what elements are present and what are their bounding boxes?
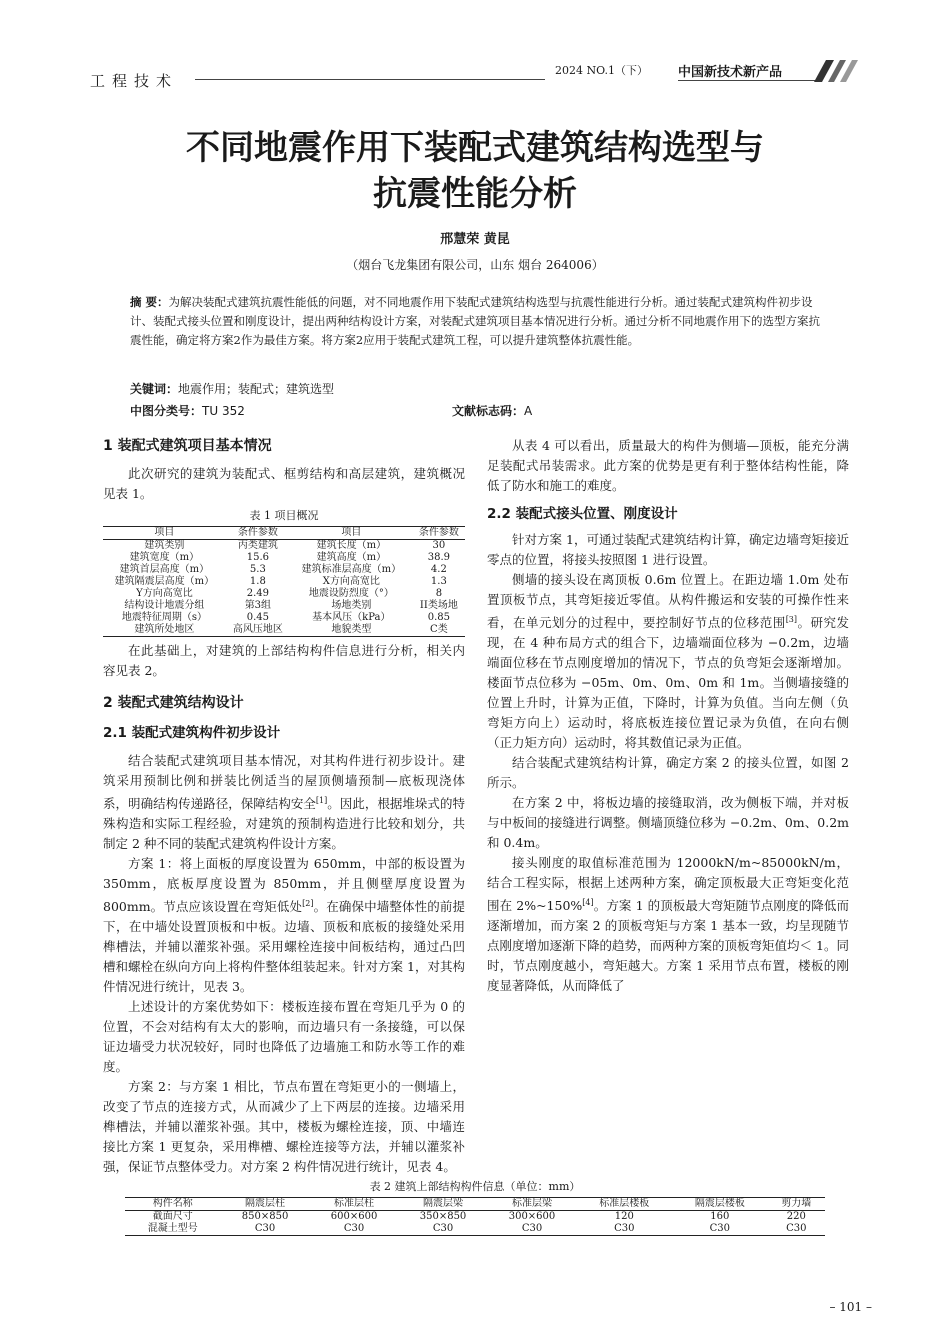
table-cell: 30 bbox=[432, 540, 446, 551]
table-cell: 建筑宽度（m） bbox=[129, 552, 200, 563]
classification-row bbox=[130, 402, 820, 419]
table-cell: C类 bbox=[430, 624, 448, 635]
table-row bbox=[103, 540, 465, 553]
page-number: – 101 – bbox=[829, 1300, 872, 1314]
journal-logo-icon bbox=[812, 58, 860, 84]
table-cell: 8 bbox=[435, 588, 443, 599]
table-2-header: 隔震层楼板 bbox=[694, 1198, 745, 1209]
table-1 bbox=[103, 526, 465, 637]
keywords-label: 关键词： bbox=[130, 382, 179, 396]
right-column bbox=[487, 436, 849, 996]
table-cell: 基本风压（kPa） bbox=[312, 612, 391, 623]
table-2-header: 标准层柱 bbox=[334, 1198, 375, 1209]
section-1-para-1: 此次研究的建筑为装配式、框剪结构和高层建筑，建筑概况见表 1。 bbox=[103, 466, 465, 501]
clc-value: TU 352 bbox=[202, 404, 245, 418]
paper-title bbox=[0, 125, 950, 217]
header-rule bbox=[195, 79, 545, 80]
table-row bbox=[103, 576, 465, 588]
table-cell: 第3组 bbox=[244, 600, 272, 611]
table-cell: II类场地 bbox=[419, 600, 458, 611]
table-cell: 截面尺寸 bbox=[152, 1211, 193, 1222]
table-cell: 地貌类型 bbox=[331, 624, 372, 635]
table-cell: C30 bbox=[709, 1223, 731, 1234]
table-cell: 2.49 bbox=[246, 588, 269, 599]
table-cell: 混凝土型号 bbox=[147, 1223, 198, 1234]
authors: 邢慧荣 黄昆 bbox=[440, 232, 510, 247]
table-cell: 850×850 bbox=[241, 1211, 289, 1222]
section-2-2-para-1: 针对方案 1，可通过装配式建筑结构计算，确定边墙弯矩接近零点的位置，将接头按照图 1 进行设置。 bbox=[487, 532, 849, 567]
table-cell: 结构设计地震分组 bbox=[124, 600, 205, 611]
para-text: 侧墙的接头设在离顶板 0.6m 位置上。在距边墙 1.0m 处布置顶板节点，其弯矩接近零值。从构件搬运和安装的可操作性来看，在单元划分的过程中，要控制好节点的位移范围 bbox=[487, 572, 849, 631]
table-cell: 120 bbox=[614, 1211, 634, 1222]
table-2-header: 隔震层柱 bbox=[245, 1198, 286, 1209]
table-cell: C30 bbox=[521, 1223, 543, 1234]
table-cell: 15.6 bbox=[246, 552, 269, 563]
table-1-header: 条件参数 bbox=[237, 527, 278, 538]
para-text: 结合装配式建筑项目基本情况，对其构件进行初步设计。建筑采用预制比例和拼装比例适当的屋顶侧墙预制—底板现浇体系，明确结构传递路径，保障结构安全 bbox=[103, 753, 465, 812]
table-2-header-row bbox=[125, 1198, 825, 1211]
table-cell: 建筑标准层高度（m） bbox=[301, 564, 402, 575]
table-cell: 地震设防烈度（°） bbox=[308, 588, 394, 599]
table-2-header: 标准层梁 bbox=[512, 1198, 552, 1209]
citation: [2] bbox=[302, 899, 314, 909]
table-2 bbox=[125, 1197, 825, 1236]
affiliation: （烟台飞龙集团有限公司，山东 烟台 264006） bbox=[346, 258, 604, 272]
abstract-text: 为解决装配式建筑抗震性能低的问题，对不同地震作用下装配式建筑结构选型与抗震性能进行分析。通过装配式建筑构件初步设计、装配式接头位置和刚度设计，提出两种结构设计方案，对装配式建筑项目基本情况进行分析。通过分析不同地震作用下的选型方案抗震性能，确定将方案2作为最佳方案。将方案2应用于装配式建筑工程，可以提升建筑整体抗震性能。 bbox=[130, 295, 820, 347]
section-1-para-2: 在此基础上，对建筑的上部结构构件信息进行分析，相关内容见表 2。 bbox=[103, 643, 465, 678]
table-2-caption: 表 2 建筑上部结构构件信息（单位：mm） bbox=[369, 1180, 581, 1193]
table-cell: X方向高宽比 bbox=[322, 576, 380, 587]
table-cell: 0.85 bbox=[427, 612, 450, 623]
table-row bbox=[125, 1211, 825, 1224]
section-2-1-para-1 bbox=[103, 751, 465, 854]
section-2-1-heading: 2.1 装配式建筑构件初步设计 bbox=[103, 725, 281, 741]
table-cell: 建筑所处地区 bbox=[134, 624, 195, 635]
table-cell: 5.3 bbox=[249, 564, 266, 575]
clc-label: 中图分类号： bbox=[130, 404, 203, 418]
table-cell: 高风压地区 bbox=[232, 624, 283, 635]
doc-code-value: A bbox=[524, 404, 533, 418]
table-cell: 350×850 bbox=[419, 1211, 467, 1222]
table-cell: 建筑长度（m） bbox=[316, 540, 387, 551]
section-2-heading: 2 装配式建筑结构设计 bbox=[103, 695, 244, 711]
para-text: 接头刚度的取值标准范围为 12000kN/m~85000kN/m，结合工程实际，根据上述两种方案，确定顶板最大正弯矩变化范围在 2%~150% bbox=[487, 855, 849, 914]
table-cell: 1.3 bbox=[430, 576, 447, 587]
table-2-block bbox=[125, 1178, 825, 1236]
section-2-2-para-5 bbox=[487, 853, 849, 996]
title-line-2: 抗震性能分析 bbox=[373, 174, 577, 214]
table-cell: C30 bbox=[343, 1223, 365, 1234]
table-row bbox=[103, 588, 465, 600]
citation: [1] bbox=[315, 796, 328, 805]
section-2-2-heading: 2.2 装配式接头位置、刚度设计 bbox=[487, 506, 678, 522]
table-1-header-row bbox=[103, 527, 465, 540]
table-row bbox=[103, 612, 465, 624]
table-1-header: 条件参数 bbox=[418, 527, 459, 538]
citation: [4] bbox=[582, 898, 594, 908]
citation: [3] bbox=[785, 615, 798, 624]
table-cell: 丙类建筑 bbox=[237, 540, 278, 551]
abstract bbox=[130, 293, 820, 350]
keywords-text: 地震作用；装配式；建筑选型 bbox=[178, 382, 335, 396]
table-cell: 建筑隔震层高度（m） bbox=[114, 576, 215, 587]
section-1-heading: 1 装配式建筑项目基本情况 bbox=[103, 438, 272, 454]
table-2-header: 剪力墙 bbox=[781, 1198, 812, 1209]
table-cell: 1.8 bbox=[249, 576, 266, 587]
para-text: 。研究发现，在 4 种布局方式的组合下，边墙端面位移为 −0.2m，边墙端面位移在节点刚度增加的情况下，节点的负弯矩会逐渐增加。楼面节点位移为 −05m、0m、0m、0m 和 1m。当侧墙接缝的位置上升时，计算为正值，下降时，计算为负值。当向左侧（负弯矩方向上）运动时，将底板连接位置记录为负值，在向右侧（正力矩方向）运动时，将其数值记录为正值。 bbox=[487, 615, 849, 751]
section-2-1-para-3: 上述设计的方案优势如下：楼板连接布置在弯矩几乎为 0 的位置，不会对结构有太大的影响，而边墙只有一条接缝，可以保证边墙受力状况较好，同时也降低了边墙施工和防水等工作的难度。 bbox=[103, 999, 465, 1075]
table-cell: 220 bbox=[786, 1211, 806, 1222]
table-cell: C30 bbox=[614, 1223, 635, 1234]
table-cell: 0.45 bbox=[246, 612, 269, 623]
table-1-header: 项目 bbox=[154, 527, 175, 538]
section-2-2-para-2 bbox=[487, 570, 849, 753]
section-2-2-para-4: 在方案 2 中，将板边墙的接缝取消，改为侧板下端，并对板与中板间的接缝进行调整。侧墙顶缝位移为 −0.2m、0m、0.2m 和 0.4m。 bbox=[487, 795, 849, 851]
section-2-1-para-2 bbox=[103, 854, 465, 997]
table-cell: 4.2 bbox=[430, 564, 447, 575]
table-cell: Y方向高宽比 bbox=[136, 588, 193, 599]
keywords bbox=[130, 380, 820, 397]
table-cell: 160 bbox=[710, 1211, 730, 1222]
table-2-header: 构件名称 bbox=[152, 1198, 193, 1209]
table-row bbox=[125, 1223, 825, 1236]
section-label: 工程技术 bbox=[90, 72, 179, 90]
para-text: 。在确保中墙整体性的前提下，在中墙处设置顶板和中板。边墙、顶板和底板的接缝处采用榫槽法，并辅以灌浆补强。采用螺栓连接中间板结构，通过凸凹槽和螺栓在纵向方向上将构件整体组装起来。针对方案 1，对其构件情况进行统计，见表 3。 bbox=[103, 899, 465, 995]
table-1-header: 项目 bbox=[341, 527, 362, 538]
table-row bbox=[103, 624, 465, 637]
section-2-1-para-4: 方案 2：与方案 1 相比，节点布置在弯矩更小的一侧墙上，改变了节点的连接方式，从而减少了上下两层的连接。边墙采用榫槽法，并辅以灌浆补强。其中，楼板为螺栓连接，顶、中墙连接比方案 1 更复杂，采用榫槽、螺栓连接等方法，并辅以灌浆补强，保证节点整体受力。对方案 2 构件情况进行统计，见表 4。 bbox=[103, 1079, 465, 1175]
table-cell: 600×600 bbox=[330, 1211, 378, 1222]
table-cell: C30 bbox=[432, 1223, 454, 1234]
table-row bbox=[103, 600, 465, 612]
journal-rule bbox=[678, 80, 818, 81]
table-1-caption: 表 1 项目概况 bbox=[249, 509, 319, 522]
para-text: 方案 1：将上面板的厚度设置为 650mm，中部的板设置为 350mm，底板厚度设置为 850mm，并且侧壁厚度设置为 800mm。节点应该设置在弯矩低处 bbox=[103, 856, 465, 915]
doc-code bbox=[452, 402, 532, 419]
table-cell: 场地类别 bbox=[331, 600, 372, 611]
table-cell: C30 bbox=[254, 1223, 276, 1234]
table-cell: 建筑高度（m） bbox=[316, 552, 387, 563]
table-2-header: 标准层楼板 bbox=[599, 1198, 650, 1209]
abstract-label: 摘 要： bbox=[130, 295, 169, 309]
issue-label: 2024 NO.1（下） bbox=[555, 64, 648, 77]
journal-name: 中国新技术新产品 bbox=[678, 65, 783, 80]
table-cell: 建筑首层高度（m） bbox=[119, 564, 210, 575]
table-row bbox=[103, 564, 465, 576]
table-cell: 38.9 bbox=[427, 552, 450, 563]
doc-code-label: 文献标志码： bbox=[452, 404, 525, 418]
para-text: 。方案 1 的顶板最大弯矩随节点刚度的降低而逐渐增加，而方案 2 的顶板弯矩与方案 1 基本一致，均呈现随节点刚度增加逐渐下降的趋势，而两种方案的顶板弯矩值均＜ 1。同时，节点刚度越小，弯矩越大。方案 1 采用节点布置，楼板的刚度显著降低，从而降低了 bbox=[487, 898, 849, 994]
section-2-2-para-3: 结合装配式建筑结构计算，确定方案 2 的接头位置，如图 2 所示。 bbox=[487, 755, 849, 791]
title-line-1: 不同地震作用下装配式建筑结构选型与 bbox=[186, 128, 764, 168]
table-2-header: 隔震层梁 bbox=[423, 1198, 464, 1209]
table-cell: 300×600 bbox=[508, 1211, 556, 1222]
para-text: 。因此，根据堆垛式的特殊构造和实际工程经验，对建筑的预制构造进行比较和划分，共制定 2 种不同的装配式建筑构件设计方案。 bbox=[103, 796, 465, 852]
left-column bbox=[103, 436, 465, 1177]
section-2-1-para-5: 从表 4 可以看出，质量最大的构件为侧墙—顶板，能充分满足装配式吊装需求。此方案的优势是更有利于整体结构性能，降低了防水和施工的难度。 bbox=[487, 438, 849, 493]
table-cell: C30 bbox=[786, 1223, 807, 1234]
table-row bbox=[103, 552, 465, 564]
table-cell: 地震特征周期（s） bbox=[121, 612, 207, 623]
table-cell: 建筑类别 bbox=[144, 540, 185, 551]
